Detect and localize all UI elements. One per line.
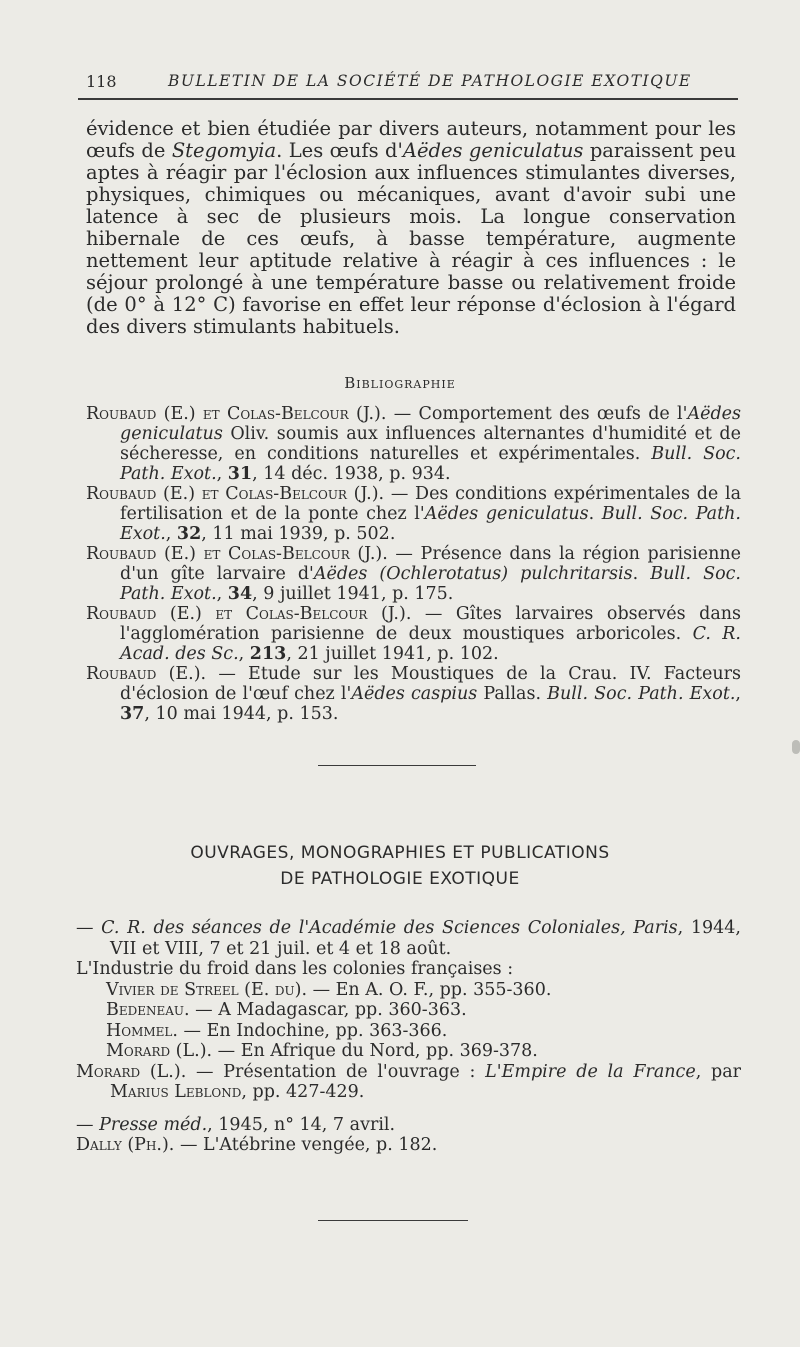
scan-mark	[792, 740, 800, 754]
ouvrages-title-line-1: OUVRAGES, MONOGRAPHIES ET PUBLICATIONS	[190, 843, 610, 863]
text-run: , 1944, VII et VIII, 7 et 21 juil. et 4 et 18 août.	[110, 918, 741, 959]
italic-text: Aëdes caspius	[351, 684, 478, 704]
italic-text: Stegomyia	[171, 139, 277, 162]
text-run: —	[76, 918, 102, 938]
ouvrage-entry	[76, 1000, 741, 1021]
italic-text: Aëdes geniculatus	[402, 139, 584, 162]
italic-text: C. R. Acad. des Sc.	[120, 624, 741, 664]
ouvrages-list	[76, 918, 741, 1156]
italic-text: Bull. Soc. Path. Exot.	[120, 504, 741, 544]
section-divider	[318, 765, 476, 766]
author-names: Morard (L.).	[76, 1061, 187, 1082]
bibliography-entry	[86, 544, 741, 604]
text-run: ,	[735, 684, 741, 704]
italic-text: Bull. Soc. Path. Exot.	[547, 684, 736, 704]
text-run: — En Indochine, pp. 363-366.	[177, 1020, 448, 1041]
text-run: , 1945, n° 14, 7 avril.	[207, 1114, 396, 1135]
author-names: Marius Leblond	[110, 1082, 242, 1102]
text-run: —	[76, 1114, 100, 1135]
ouvrages-title-line-2: DE PATHOLOGIE EXOTIQUE	[280, 869, 520, 889]
text-run: paraissent peu aptes à réagir par l'éclosion aux influences stimulantes diverses, physiques, chimiques ou mécaniques, avant d'avoir subi une latence à sec de plusieurs mois. La longue conservation hibernale de ces œufs, à basse température, augmente nettement leur aptitude relative à réagir à ces influences : le séjour prolongé à une température basse ou relativement froide (de 0° à 12° C) favorise en effet leur réponse d'éclosion à l'égard des divers stimulants habituels.	[86, 139, 737, 338]
author-names: Roubaud (E.) et Colas-Belcour (J.).	[86, 544, 388, 564]
italic-text: L'Empire de la France	[485, 1061, 696, 1082]
text-run: .	[588, 504, 602, 524]
text-run: ,	[216, 584, 228, 604]
text-run: L'Industrie du froid dans les colonies françaises :	[76, 959, 514, 979]
text-run: — Etude sur les Moustiques de la Crau. IV. Facteurs d'éclosion de l'œuf chez l'	[120, 664, 741, 704]
paragraph-text	[86, 118, 736, 338]
author-names: Hommel.	[106, 1020, 178, 1041]
text-run: — A Madagascar, pp. 360-363.	[189, 1000, 467, 1020]
italic-text: Aëdes geniculatus	[424, 504, 589, 524]
author-names: Morard (L.).	[106, 1041, 213, 1061]
bibliography-entry	[86, 604, 741, 664]
italic-text: Bull. Soc. Path. Exot.	[120, 444, 741, 484]
ouvrage-entry	[76, 1021, 741, 1042]
bibliography-entry	[86, 404, 741, 484]
text-run: — Gîtes larvaires observés dans l'agglomération parisienne de deux moustiques arboricoles.	[120, 604, 742, 644]
spacer	[76, 1103, 741, 1115]
italic-text: Aëdes (Ochlerotatus) pulchritarsis	[313, 564, 633, 584]
text-run: Oliv. soumis aux influences alternantes d'humidité et de sécheresse, en conditions naturelles et expérimentales.	[120, 424, 741, 464]
page-number: 118	[86, 72, 117, 91]
italic-text: Bull. Soc. Path. Exot.	[120, 564, 741, 604]
author-names: Roubaud (E.) et Colas-Belcour (J.).	[86, 484, 385, 504]
text-run: — En A. O. F., pp. 355-360.	[307, 979, 552, 1000]
ouvrage-entry	[76, 980, 741, 1001]
text-run: — L'Atébrine vengée, p. 182.	[174, 1135, 438, 1155]
text-run: Pallas.	[477, 684, 548, 704]
bibliography-entry	[86, 664, 741, 724]
author-names: Roubaud (E.) et Colas-Belcour (J.).	[86, 404, 387, 424]
ouvrage-entry	[76, 1062, 741, 1103]
author-names: Vivier de Streel (E. du).	[106, 979, 308, 1000]
running-title: BULLETIN DE LA SOCIÉTÉ DE PATHOLOGIE EXOTIQUE	[168, 72, 692, 90]
text-run: , pp. 427-429.	[241, 1082, 365, 1102]
text-run: , 9 juillet 1941, p. 175.	[252, 584, 454, 604]
author-names: Roubaud (E.).	[86, 664, 207, 684]
text-run: évidence et bien étudiée par divers auteurs, notamment pour les œufs de	[86, 117, 736, 162]
italic-text: Aëdes geniculatus	[120, 404, 741, 444]
ouvrage-entry	[76, 1135, 741, 1156]
text-run: — Des conditions expérimentales de la fertilisation et de la ponte chez l'	[120, 484, 742, 524]
bibliography-title: Bibliographie	[344, 374, 456, 392]
text-run: , 14 déc. 1938, p. 934.	[252, 464, 451, 484]
ouvrage-entry	[76, 1041, 741, 1062]
italic-text: C. R. des séances de l'Académie des Sciences Coloniales, Paris	[101, 918, 678, 938]
author-names: Dally (Ph.).	[76, 1135, 175, 1155]
body-paragraph	[86, 118, 736, 338]
volume-number: 32	[176, 524, 202, 544]
text-run: , 21 juillet 1941, p. 102.	[286, 644, 499, 664]
text-run: — Présentation de l'ouvrage :	[186, 1061, 486, 1082]
ouvrage-entry	[76, 918, 741, 959]
volume-number: 34	[227, 584, 253, 604]
text-run: .	[632, 564, 651, 584]
author-names: Roubaud (E.) et Colas-Belcour (J.).	[86, 604, 412, 624]
end-divider	[318, 1220, 468, 1221]
text-run: ,	[165, 524, 177, 544]
text-run: ,	[238, 644, 250, 664]
author-names: Bedeneau.	[106, 1000, 190, 1020]
bibliography-entry	[86, 484, 741, 544]
text-run: ,	[216, 464, 228, 484]
volume-number: 31	[227, 464, 253, 484]
volume-number: 37	[120, 704, 145, 724]
text-run: — Présence dans la région parisienne d'un gîte larvaire d'	[120, 544, 741, 584]
volume-number: 213	[249, 644, 287, 664]
text-run: — En Afrique du Nord, pp. 369-378.	[212, 1041, 538, 1061]
text-run: . Les œufs d'	[276, 139, 403, 162]
bibliography-list	[86, 404, 741, 724]
text-run: — Comportement des œufs de l'	[386, 404, 688, 424]
page-header	[78, 68, 738, 100]
text-run: , 10 mai 1944, p. 153.	[144, 704, 339, 724]
ouvrages-heading	[0, 840, 800, 892]
text-run: , par	[695, 1061, 742, 1082]
ouvrage-entry	[76, 959, 741, 980]
ouvrage-entry	[76, 1115, 741, 1136]
italic-text: Presse méd.	[99, 1114, 208, 1135]
text-run: , 11 mai 1939, p. 502.	[201, 524, 396, 544]
